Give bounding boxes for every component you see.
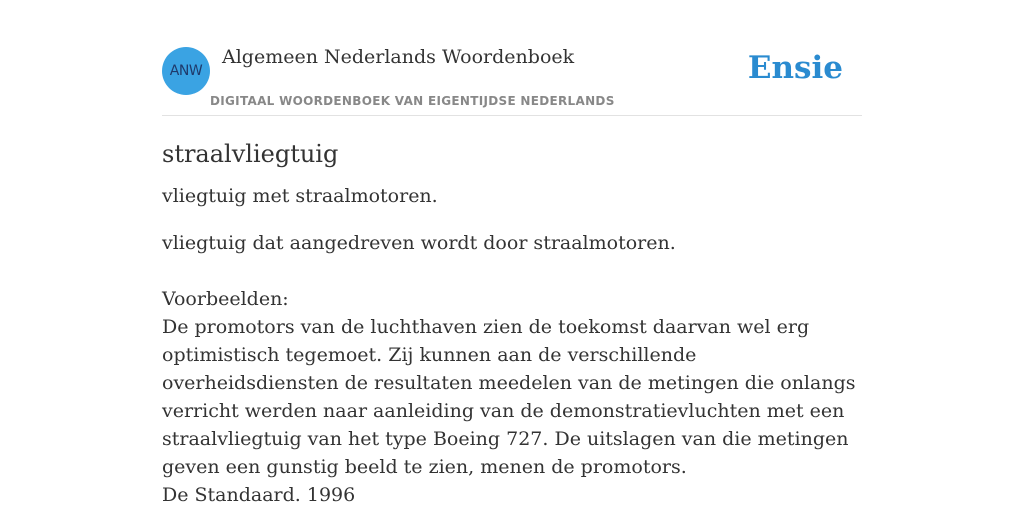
- example-source: De Standaard. 1996: [162, 484, 356, 506]
- entry-headword: straalvliegtuig: [162, 140, 339, 168]
- header-divider: [162, 115, 862, 116]
- anw-logo-text: ANW: [169, 63, 203, 79]
- entry-content: [162, 136, 862, 509]
- ensie-brand-logo[interactable]: Ensie: [747, 50, 843, 86]
- anw-logo[interactable]: [162, 47, 210, 95]
- example-text: De promotors van de luchthaven zien de toekomst daarvan wel erg optimistisch tegemoet. Zij kunnen aan de verschillende overheidsdiensten de resultaten meedelen van de metingen die onlangs verricht werden naar aanleiding van de demonstratievluchten met een straalvliegtuig van het type Boeing 727. De uitslagen van die metingen geven een gunstig beeld te zien, menen de promotors.: [162, 316, 856, 478]
- examples-block: [162, 285, 862, 509]
- dictionary-subtitle: DIGITAAL WOORDENBOEK VAN EIGENTIJDSE NEDERLANDS: [210, 94, 615, 108]
- examples-label: Voorbeelden:: [162, 288, 289, 310]
- definition-2: vliegtuig dat aangedreven wordt door straalmotoren.: [162, 232, 676, 254]
- definition-1: vliegtuig met straalmotoren.: [162, 185, 438, 207]
- dictionary-title[interactable]: Algemeen Nederlands Woordenboek: [222, 46, 575, 68]
